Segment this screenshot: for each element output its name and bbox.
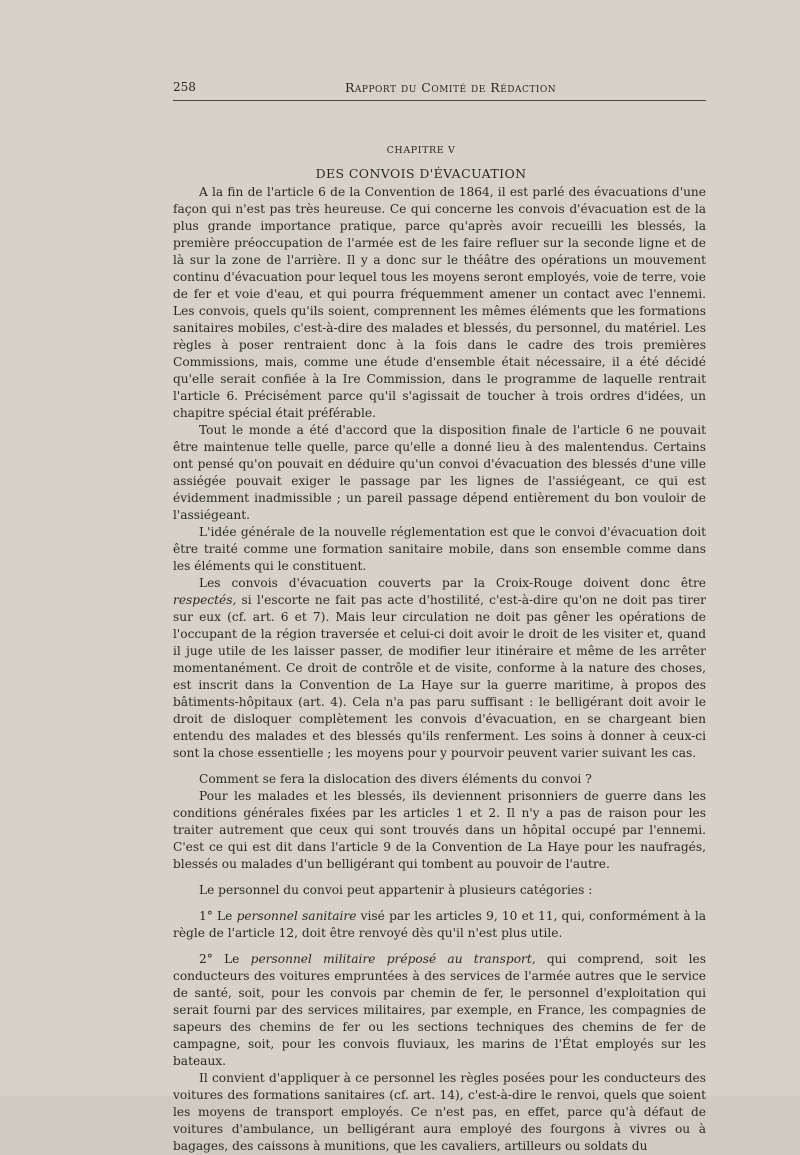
body-text (173, 184, 706, 1155)
page-header (173, 80, 706, 101)
running-title: Rapport du Comité de Rédaction (345, 80, 557, 95)
paragraph: Le personnel du convoi peut appartenir à plusieurs catégories : (199, 883, 593, 897)
paragraph-text: visé par les articles 9, 10 et 11, qui, conformément à la règle de l'article 12, doit être renvoyé dès qu'il n'est plus utile. (173, 909, 707, 940)
paragraph: A la fin de l'article 6 de la Convention de 1864, il est parlé des évacuations d'une façon qui n'est pas très heureuse. Ce qui concerne les convois d'évacuation est de la plus grande importance pratique, parce qu'après avoir recueilli les blessés, la première préoccupation de l'armée est de les faire refluer sur la seconde ligne et de là sur la zone de l'arrière. Il y a donc sur le théâtre des opérations un mouvement continu d'évacuation pour lequel tous les moyens seront employés, voie de terre, voie de fer et voie d'eau, et qui pourra fréquemment amener un contact avec l'ennemi. Les convois, quels qu'ils soient, comprennent les mêmes éléments que les formations sanitaires mobiles, c'est-à-dire des malades et blessés, du personnel, du matériel. Les règles à poser rentraient donc à la fois dans le cadre des trois premières Commissions, mais, comme une étude d'ensemble était nécessaire, il a été décidé qu'elle serait confiée à la Ire Commission, dans le programme de laquelle rentrait l'article 6. Précisément parce qu'il s'agissait de toucher à trois ordres d'idées, un chapitre spécial était préférable. (173, 185, 706, 420)
paragraph: Comment se fera la dislocation des divers éléments du convoi ? (199, 772, 592, 786)
chapter-title: DES CONVOIS D'ÉVACUATION (315, 166, 527, 181)
paragraph: Il convient d'appliquer à ce personnel les règles posées pour les conducteurs des voitures des formations sanitaires (cf. art. 14), c'est-à-dire le renvoi, quels que soient les moyens de transport employés. Ce n'est pas, en effet, parce qu'à défaut de voitures d'ambulance, un belligérant aura employé des fourgons à vivres ou à bagages, des caissons à munitions, que les cavaliers, artilleurs ou soldats du (173, 1071, 706, 1153)
emphasis: respectés, (173, 593, 237, 607)
paragraph (173, 951, 706, 1070)
paragraph-text: qui comprend, soit les conducteurs des voitures empruntées à des services de l'armée autres que le service de santé, soit, pour les convois par chemin de fer, le personnel d'exploitation qui serait fourni par des services militaires, par exemple, en France, les compagnies de sapeurs des chemins de fer ou les sections techniques des chemins de fer de campagne, soit, pour les convois fluviaux, les marins de l'État employés sur les bateaux. (173, 952, 706, 1068)
emphasis: personnel sanitaire (236, 909, 357, 923)
paragraph: Tout le monde a été d'accord que la disposition finale de l'article 6 ne pouvait être maintenue telle quelle, parce qu'elle a donné lieu à des malentendus. Certains ont pensé qu'on pouvait en déduire qu'un convoi d'évacuation des blessés d'une ville assiégée pouvait exiger le passage par les lignes de l'assiégeant, ce qui est évidemment inadmissible ; un pareil passage dépend entièrement du bon vouloir de l'assiégeant. (173, 423, 706, 522)
page-number: 258 (173, 80, 196, 94)
paragraph-text: si l'escorte ne fait pas acte d'hostilité, c'est-à-dire qu'on ne doit pas tirer sur eux (cf. art. 6 et 7). Mais leur circulation ne doit pas gêner les opérations de l'occupant de la région traversée et celui-ci doit avoir le droit de les visiter et, quand il juge utile de les laisser passer, de modifier leur itinéraire et même de les arrêter momentanément. Ce droit de contrôle et de visite, conforme à la nature des choses, est inscrit dans la Convention de La Haye sur la guerre maritime, à propos des bâtiments-hôpitaux (art. 4). Cela n'a pas paru suffisant : le belligérant doit avoir le droit de disloquer complètement les convois d'évacuation, en se chargeant bien entendu des malades et des blessés qu'ils renferment. Les soins à donner à ceux-ci sont la chose essentielle ; les moyens pour y pourvoir peuvent varier suivant les cas. (173, 593, 706, 760)
chapter-number: CHAPITRE V (386, 145, 456, 156)
emphasis: personnel militaire préposé au transport, (250, 952, 536, 966)
paragraph-text: 2° Le (199, 952, 251, 966)
paragraph-text: 1° Le (199, 909, 237, 923)
paragraph: L'idée générale de la nouvelle réglementation est que le convoi d'évacuation doit être traité comme une formation sanitaire mobile, dans son ensemble comme dans les éléments qui le constituent. (173, 525, 706, 573)
paragraph (173, 908, 706, 942)
paragraph-text: Les convois d'évacuation couverts par la Croix-Rouge doivent donc être (199, 576, 706, 590)
paragraph (173, 575, 706, 762)
paragraph: Pour les malades et les blessés, ils deviennent prisonniers de guerre dans les conditions générales fixées par les articles 1 et 2. Il n'y a pas de raison pour les traiter autrement que ceux qui sont trouvés dans un hôpital occupé par l'ennemi. C'est ce qui est dit dans l'article 9 de la Convention de La Haye pour les naufragés, blessés ou malades d'un belligérant qui tombent au pouvoir de l'autre. (173, 789, 706, 871)
